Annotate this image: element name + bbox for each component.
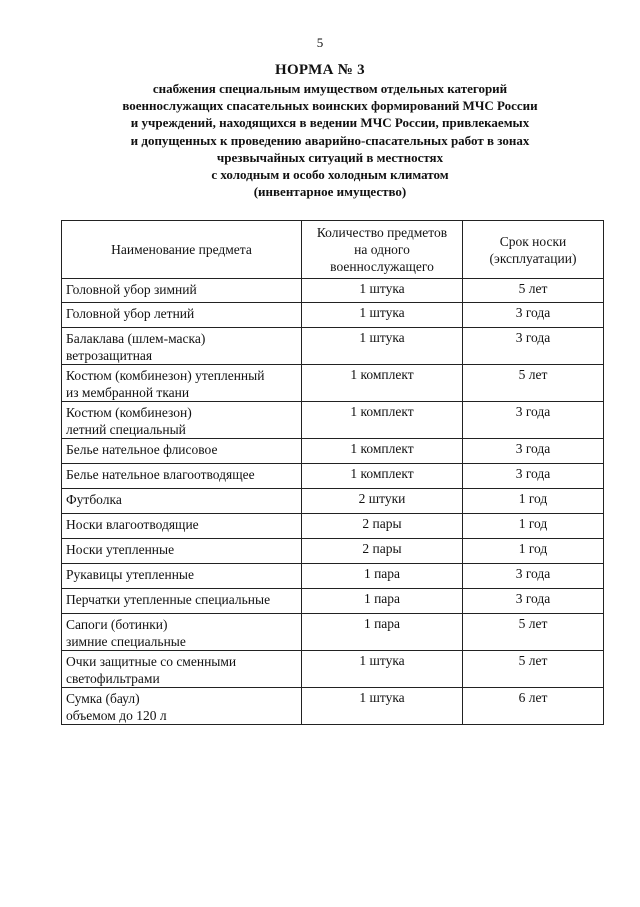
table-row [62,279,604,303]
cell-item-name [62,328,302,365]
table-row [62,614,604,651]
cell-wear-term: 5 лет [463,365,604,402]
cell-item-name [62,303,302,328]
cell-wear-term: 5 лет [463,279,604,303]
cell-quantity: 2 пары [302,514,463,539]
cell-wear-term: 1 год [463,514,604,539]
cell-quantity: 1 штука [302,279,463,303]
cell-item-name-line: Рукавицы утепленные [66,567,194,582]
header-wear-term-line: Срок носки [499,233,567,249]
cell-item-name-line: Головной убор летний [66,306,195,321]
cell-wear-term: 3 года [463,402,604,439]
cell-item-name-line: Футболка [66,492,122,507]
cell-item-name [62,651,302,688]
cell-wear-term: 3 года [463,589,604,614]
cell-item-name [62,589,302,614]
table-row [62,589,604,614]
cell-item-name-line: летний специальный [66,422,186,437]
cell-quantity: 2 пары [302,539,463,564]
cell-wear-term: 5 лет [463,651,604,688]
header-quantity-line: военнослужащего [330,259,434,274]
cell-item-name-line: Балаклава (шлем-маска) [66,331,206,346]
cell-quantity: 1 штука [302,651,463,688]
cell-quantity: 1 штука [302,303,463,328]
cell-item-name-line: Носки утепленные [66,542,175,557]
cell-item-name-line: из мембранной ткани [66,385,190,400]
norm-table [61,220,604,725]
cell-quantity: 2 штуки [302,489,463,514]
document-title: НОРМА № 3 [275,62,365,78]
cell-wear-term: 6 лет [463,688,604,725]
cell-item-name [62,365,302,402]
table-row [62,439,604,464]
cell-item-name-line: ветрозащитная [66,348,153,363]
cell-wear-term: 1 год [463,489,604,514]
cell-item-name [62,614,302,651]
header-quantity-line: на одного [354,242,410,257]
table-row [62,328,604,365]
cell-item-name-line: Сумка (баул) [66,691,140,706]
cell-item-name-line: Носки влагоотводящие [66,517,199,532]
cell-item-name-line: Белье нательное флисовое [66,442,218,457]
cell-item-name [62,439,302,464]
cell-item-name-line: Перчатки утепленные специальные [66,592,271,607]
cell-quantity: 1 штука [302,328,463,365]
cell-item-name-line: Костюм (комбинезон) [66,405,192,420]
subtitle-line: чрезвычайных ситуаций в местностях [216,149,444,165]
table-row [62,464,604,489]
cell-item-name [62,514,302,539]
table-row [62,489,604,514]
table-row [62,303,604,328]
table-row [62,402,604,439]
cell-item-name-line: объемом до 120 л [66,708,167,723]
cell-quantity: 1 пара [302,614,463,651]
subtitle-line: (инвентарное имущество) [253,184,407,200]
table-row [62,365,604,402]
cell-wear-term: 3 года [463,328,604,365]
cell-quantity: 1 комплект [302,402,463,439]
subtitle-line: и учреждений, находящихся в ведении МЧС России, привлекаемых [130,115,530,131]
cell-wear-term: 3 года [463,464,604,489]
cell-item-name [62,279,302,303]
table-row [62,688,604,725]
cell-item-name [62,688,302,725]
cell-item-name [62,464,302,489]
cell-item-name-line: Очки защитные со сменными [66,654,237,669]
cell-wear-term: 3 года [463,564,604,589]
document-subtitle [60,80,600,200]
subtitle-line: и допущенных к проведению аварийно-спасательных работ в зонах [130,132,530,148]
cell-quantity: 1 комплект [302,365,463,402]
cell-item-name-line: зимние специальные [66,634,186,649]
cell-quantity: 1 штука [302,688,463,725]
cell-item-name [62,539,302,564]
cell-wear-term: 3 года [463,303,604,328]
cell-item-name-line: Белье нательное влагоотводящее [66,467,255,482]
subtitle-line: с холодным и особо холодным климатом [211,167,449,183]
subtitle-line: снабжения специальным имуществом отдельных категорий [152,81,508,96]
cell-item-name-line: Головной убор зимний [66,282,197,297]
table-row [62,651,604,688]
cell-wear-term: 5 лет [463,614,604,651]
table-row [62,514,604,539]
cell-quantity: 1 комплект [302,439,463,464]
table-row [62,539,604,564]
cell-quantity: 1 пара [302,589,463,614]
header-wear-term-line: (эксплуатации) [489,250,577,266]
table-row [62,564,604,589]
cell-wear-term: 1 год [463,539,604,564]
cell-item-name [62,489,302,514]
cell-quantity: 1 пара [302,564,463,589]
cell-wear-term: 3 года [463,439,604,464]
cell-item-name-line: Костюм (комбинезон) утепленный [66,368,265,383]
header-wear-term [463,221,604,279]
cell-item-name-line: светофильтрами [66,671,160,686]
cell-item-name [62,402,302,439]
cell-item-name [62,564,302,589]
header-quantity [302,221,463,279]
page-number: 5 [316,35,324,50]
subtitle-line: военнослужащих спасательных воинских формирований МЧС России [122,98,538,114]
table-header-row [62,221,604,279]
cell-quantity: 1 комплект [302,464,463,489]
cell-item-name-line: Сапоги (ботинки) [66,617,168,632]
header-quantity-line: Количество предметов [316,225,448,240]
header-item-name: Наименование предмета [62,221,302,279]
